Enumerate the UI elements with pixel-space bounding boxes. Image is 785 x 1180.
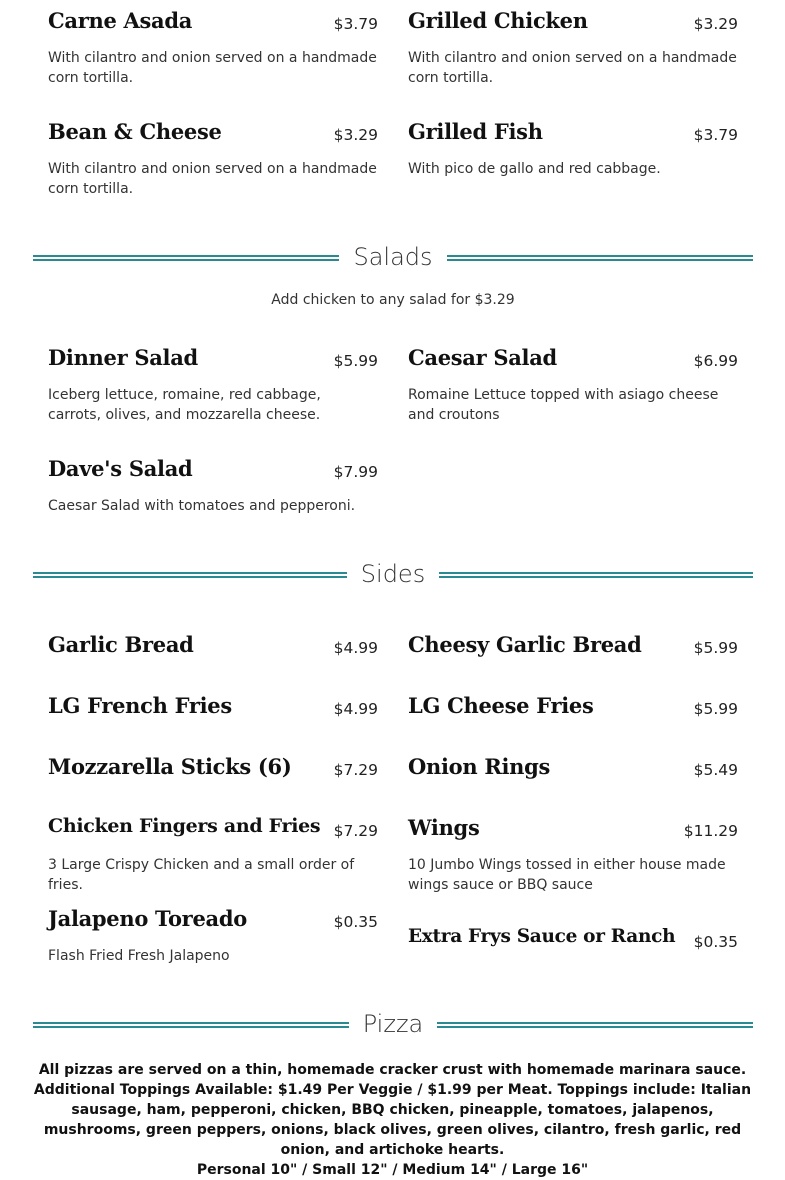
item-description: With pico de gallo and red cabbage. xyxy=(408,161,661,177)
item-price: $3.79 xyxy=(333,15,378,33)
item-description: Iceberg lettuce, romaine, red cabbage, carrots, olives, and mozzarella cheese. xyxy=(48,387,321,423)
item-name: Chicken Fingers and Fries xyxy=(48,815,321,837)
section-title: Pizza xyxy=(33,1008,753,1040)
item-name: Grilled Fish xyxy=(408,119,543,144)
section-header-pizza xyxy=(33,1008,753,1042)
item-price: $6.99 xyxy=(693,352,738,370)
item-price: $5.99 xyxy=(333,352,378,370)
item-description: With cilantro and onion served on a handmade corn tortilla. xyxy=(48,50,377,86)
item-price: $3.79 xyxy=(693,126,738,144)
item-price: $0.35 xyxy=(333,913,378,931)
item-description: 10 Jumbo Wings tossed in either house made wings sauce or BBQ sauce xyxy=(408,857,726,893)
item-price: $0.35 xyxy=(693,933,738,951)
item-name: LG French Fries xyxy=(48,693,232,718)
pizza-info xyxy=(30,1060,755,1180)
item-name: Onion Rings xyxy=(408,754,551,779)
item-price: $5.49 xyxy=(693,761,738,779)
item-description: With cilantro and onion served on a handmade corn tortilla. xyxy=(48,161,377,197)
item-name: Bean & Cheese xyxy=(48,119,222,144)
section-title: Salads xyxy=(33,241,753,273)
item-name: Dinner Salad xyxy=(48,345,198,370)
pizza-sizes: Personal 10" / Small 12" / Medium 14" / Large 16" xyxy=(196,1162,589,1178)
item-description: Romaine Lettuce topped with asiago cheese and croutons xyxy=(408,387,719,423)
item-price: $5.99 xyxy=(693,700,738,718)
item-name: Extra Frys Sauce or Ranch xyxy=(408,926,676,947)
item-price: $4.99 xyxy=(333,639,378,657)
item-price: $4.99 xyxy=(333,700,378,718)
item-price: $3.29 xyxy=(333,126,378,144)
item-price: $11.29 xyxy=(683,822,738,840)
pizza-description: All pizzas are served on a thin, homemade cracker crust with homemade marinara sauce. Additional Toppings Available: $1.49 Per Veggie / $1.99 per Meat. Toppings include: Italian sausage, ham, pepperoni, chicken, BBQ chicken, pineapple, tomatoes, jalapenos, mushrooms, green peppers, onions, black olives, green olives, cilantro, fresh garlic, red onion, and artichoke hearts. xyxy=(33,1062,752,1158)
salad-note: Add chicken to any salad for $3.29 xyxy=(271,292,515,308)
item-name: Caesar Salad xyxy=(408,345,557,370)
item-description: With cilantro and onion served on a handmade corn tortilla. xyxy=(408,50,737,86)
item-name: Grilled Chicken xyxy=(408,8,588,33)
item-description: Flash Fried Fresh Jalapeno xyxy=(48,948,230,964)
item-price: $7.29 xyxy=(333,822,378,840)
item-name: Carne Asada xyxy=(48,8,193,33)
item-name: Jalapeno Toreado xyxy=(48,906,247,931)
item-price: $7.29 xyxy=(333,761,378,779)
item-price: $3.29 xyxy=(693,15,738,33)
item-price: $5.99 xyxy=(693,639,738,657)
item-name: Cheesy Garlic Bread xyxy=(408,632,642,657)
item-name: Dave's Salad xyxy=(48,456,193,481)
item-name: Garlic Bread xyxy=(48,632,194,657)
section-header-sides xyxy=(33,558,753,592)
item-name: Mozzarella Sticks (6) xyxy=(48,754,292,779)
section-header-salads xyxy=(33,241,753,275)
item-description: 3 Large Crispy Chicken and a small order of fries. xyxy=(48,857,355,893)
section-title: Sides xyxy=(33,558,753,590)
item-price: $7.99 xyxy=(333,463,378,481)
item-name: Wings xyxy=(408,815,480,840)
item-description: Caesar Salad with tomatoes and pepperoni. xyxy=(48,498,356,514)
item-name: LG Cheese Fries xyxy=(408,693,594,718)
